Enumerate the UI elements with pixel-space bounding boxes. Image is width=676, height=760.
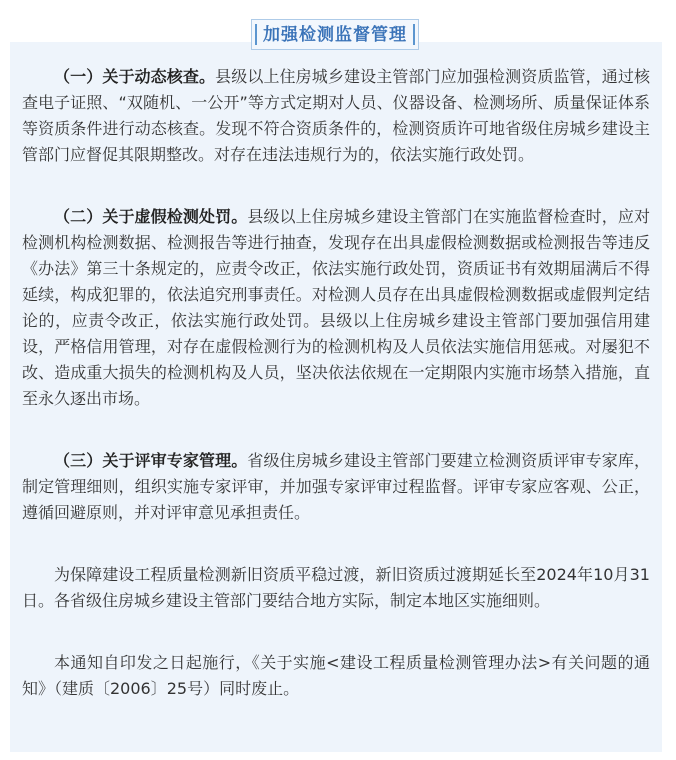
paragraph-text: 省级住房城乡建设主管部门要建立检测资质评审专家库，制定管理细则，组织实施专家评审，并加强专家评审过程监督。评审专家应客观、公正，遵循回避原则，并对评审意见承担责任。 [22,451,650,522]
section-title-box [251,19,419,50]
paragraph-heading: （一）关于动态核查。 [54,67,216,86]
paragraph-expert-management [22,448,650,526]
paragraph-transition: 为保障建设工程质量检测新旧资质平稳过渡，新旧资质过渡期延长至2024年10月31日。各省级住房城乡建设主管部门要结合地方实际，制定本地区实施细则。 [22,565,650,610]
paragraph-text: 县级以上住房城乡建设主管部门在实施监督检查时，应对检测机构检测数据、检测报告等进行抽查，发现存在出具虚假检测数据或检测报告等违反《办法》第三十条规定的，应责令改正，依法实施行政处罚，资质证书有效期届满后不得延续，构成犯罪的，依法追究刑事责任。对检测人员存在出具虚假检测数据或虚假判定结论的，应责令改正，依法实施行政处罚。县级以上住房城乡建设主管部门要加强信用建设，严格信用管理，对存在虚假检测行为的检测机构及人员依法实施信用惩戒。对屡犯不改、造成重大损失的检测机构及人员，坚决依法依规在一定期限内实施市场禁入措施，直至永久逐出市场。 [22,207,650,408]
paragraph-false-testing-penalty [22,204,650,412]
paragraph-text: 县级以上住房城乡建设主管部门应加强检测资质监管，通过核查电子证照、“双随机、一公开”等方式定期对人员、仪器设备、检测场所、质量保证体系等资质条件进行动态核查。发现不符合资质条件的，检测资质许可地省级住房城乡建设主管部门应督促其限期整改。对存在违法违规行为的，依法实施行政处罚。 [22,67,650,164]
paragraph-heading: （三）关于评审专家管理。 [54,451,248,470]
article-body [22,64,650,738]
paragraph-dynamic-check [22,64,650,168]
paragraph-effective-date: 本通知自印发之日起施行，《关于实施<建设工程质量检测管理办法>有关问题的通知》（建质〔2006〕25号）同时废止。 [22,653,650,698]
paragraph-heading: （二）关于虚假检测处罚。 [54,207,248,226]
section-title: 加强检测监督管理 [263,25,407,45]
